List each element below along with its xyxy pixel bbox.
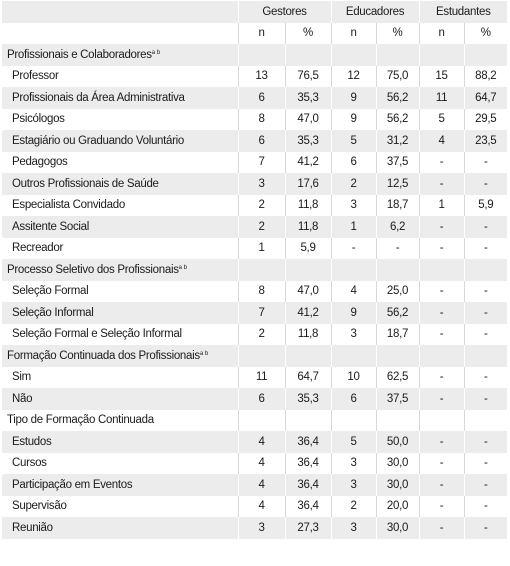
percent-cell: -	[464, 474, 507, 496]
table-body	[2, 1, 507, 539]
table-row	[2, 109, 507, 131]
section-label: Tipo de Formação Continuada	[7, 414, 154, 427]
row-label: Outros Profissionais de Saúde	[12, 177, 159, 190]
empty-cell	[376, 259, 419, 281]
count-cell: 3	[331, 195, 376, 217]
section-row	[2, 345, 507, 367]
percent-cell: 29,5	[464, 109, 507, 131]
count-cell: -	[419, 517, 464, 539]
row-label: Pedagogos	[12, 156, 68, 169]
row-label-cell	[2, 367, 238, 389]
row-label: Recreador	[12, 242, 63, 255]
percent-cell: 47,0	[285, 281, 331, 303]
count-cell: 9	[331, 87, 376, 109]
count-cell: 3	[331, 453, 376, 475]
empty-cell	[419, 44, 464, 66]
section-label: Formação Continuada dos Profissionais	[7, 349, 200, 362]
percent-cell: 5,9	[464, 195, 507, 217]
count-cell: 1	[238, 238, 285, 260]
table-row	[2, 87, 507, 109]
count-cell: 3	[238, 173, 285, 195]
row-label: Sim	[12, 371, 31, 384]
table-row	[2, 216, 507, 238]
percent-cell: 11,8	[285, 195, 331, 217]
count-cell: -	[419, 431, 464, 453]
count-cell: 3	[238, 517, 285, 539]
percent-cell: 64,7	[464, 87, 507, 109]
percent-cell: 37,5	[376, 388, 419, 410]
row-label-cell	[2, 302, 238, 324]
header-n: n	[331, 23, 376, 45]
percent-cell: 56,2	[376, 87, 419, 109]
count-cell: 3	[331, 517, 376, 539]
section-label-cell	[2, 259, 238, 281]
header-group-estudantes: Estudantes	[419, 1, 507, 23]
empty-cell	[464, 259, 507, 281]
row-label-cell	[2, 431, 238, 453]
empty-cell	[419, 259, 464, 281]
percent-cell: 41,2	[285, 152, 331, 174]
row-label-cell	[2, 238, 238, 260]
table-row	[2, 66, 507, 88]
percent-cell: 76,5	[285, 66, 331, 88]
count-cell: 2	[331, 173, 376, 195]
count-cell: -	[419, 173, 464, 195]
percent-cell: -	[464, 517, 507, 539]
percent-cell: 30,0	[376, 517, 419, 539]
footnote-marker: a b	[151, 49, 161, 56]
count-cell: -	[419, 367, 464, 389]
section-label-cell	[2, 410, 238, 432]
row-label-cell	[2, 195, 238, 217]
table-row	[2, 388, 507, 410]
percent-cell: 17,6	[285, 173, 331, 195]
row-label-cell	[2, 109, 238, 131]
percent-cell: 64,7	[285, 367, 331, 389]
empty-cell	[285, 44, 331, 66]
row-label-cell	[2, 152, 238, 174]
count-cell: -	[419, 496, 464, 518]
count-cell: 8	[238, 109, 285, 131]
table-row	[2, 302, 507, 324]
count-cell: 1	[419, 195, 464, 217]
header-row-subcols	[2, 23, 507, 45]
percent-cell: -	[464, 281, 507, 303]
percent-cell: -	[464, 431, 507, 453]
header-n: n	[419, 23, 464, 45]
percent-cell: 47,0	[285, 109, 331, 131]
table-row	[2, 130, 507, 152]
count-cell: 3	[331, 324, 376, 346]
percent-cell: -	[464, 152, 507, 174]
row-label: Participação em Eventos	[12, 478, 133, 491]
percent-cell: -	[464, 324, 507, 346]
percent-cell: 36,4	[285, 453, 331, 475]
count-cell: 6	[238, 388, 285, 410]
header-pct: %	[464, 23, 507, 45]
count-cell: 5	[419, 109, 464, 131]
row-label: Seleção Formal e Seleção Informal	[12, 328, 182, 341]
row-label: Assitente Social	[12, 220, 90, 233]
section-label: Processo Seletivo dos Profissionais	[7, 263, 179, 276]
empty-cell	[464, 410, 507, 432]
percent-cell: 88,2	[464, 66, 507, 88]
count-cell: 1	[331, 216, 376, 238]
table-row	[2, 324, 507, 346]
count-cell: 2	[238, 324, 285, 346]
percent-cell: 27,3	[285, 517, 331, 539]
empty-cell	[331, 345, 376, 367]
header-corner	[2, 1, 238, 23]
table-row	[2, 517, 507, 539]
table-row	[2, 431, 507, 453]
percent-cell: 50,0	[376, 431, 419, 453]
empty-cell	[464, 44, 507, 66]
section-row	[2, 44, 507, 66]
percent-cell: 62,5	[376, 367, 419, 389]
percent-cell: 31,2	[376, 130, 419, 152]
percent-cell: 56,2	[376, 109, 419, 131]
table-row	[2, 238, 507, 260]
table-row	[2, 173, 507, 195]
count-cell: -	[419, 388, 464, 410]
row-label: Professor	[12, 70, 59, 83]
header-n: n	[238, 23, 285, 45]
percent-cell: 5,9	[285, 238, 331, 260]
count-cell: 5	[331, 431, 376, 453]
count-cell: 6	[238, 130, 285, 152]
header-group-gestores: Gestores	[238, 1, 331, 23]
percent-cell: 18,7	[376, 195, 419, 217]
empty-cell	[285, 345, 331, 367]
percent-cell: 56,2	[376, 302, 419, 324]
row-label: Seleção Formal	[12, 285, 89, 298]
empty-cell	[238, 410, 285, 432]
empty-cell	[331, 259, 376, 281]
section-row	[2, 410, 507, 432]
percent-cell: 30,0	[376, 474, 419, 496]
percent-cell: -	[464, 453, 507, 475]
count-cell: -	[419, 302, 464, 324]
row-label-cell	[2, 388, 238, 410]
row-label-cell	[2, 66, 238, 88]
row-label: Supervisão	[12, 500, 67, 513]
count-cell: 4	[238, 453, 285, 475]
count-cell: 2	[331, 496, 376, 518]
section-label-cell	[2, 345, 238, 367]
percent-cell: -	[464, 388, 507, 410]
percent-cell: 35,3	[285, 130, 331, 152]
count-cell: 10	[331, 367, 376, 389]
percent-cell: 36,4	[285, 431, 331, 453]
count-cell: 6	[331, 152, 376, 174]
percent-cell: 18,7	[376, 324, 419, 346]
percent-cell: 11,8	[285, 324, 331, 346]
table-row	[2, 281, 507, 303]
count-cell: 8	[238, 281, 285, 303]
table-row	[2, 496, 507, 518]
header-row-groups	[2, 1, 507, 23]
count-cell: 6	[331, 388, 376, 410]
header-pct: %	[376, 23, 419, 45]
count-cell: -	[419, 281, 464, 303]
empty-cell	[376, 44, 419, 66]
percent-cell: 30,0	[376, 453, 419, 475]
table-row	[2, 195, 507, 217]
count-cell: -	[419, 152, 464, 174]
row-label: Psicólogos	[12, 113, 65, 126]
row-label: Seleção Informal	[12, 306, 94, 319]
percent-cell: 36,4	[285, 474, 331, 496]
count-cell: 11	[419, 87, 464, 109]
count-cell: 4	[238, 431, 285, 453]
count-cell: -	[419, 216, 464, 238]
row-label-cell	[2, 130, 238, 152]
row-label-cell	[2, 453, 238, 475]
row-label-cell	[2, 173, 238, 195]
row-label-cell	[2, 496, 238, 518]
count-cell: -	[419, 474, 464, 496]
row-label-cell	[2, 216, 238, 238]
count-cell: 2	[238, 195, 285, 217]
footnote-marker: a b	[199, 350, 209, 357]
table-row	[2, 453, 507, 475]
percent-cell: -	[376, 238, 419, 260]
empty-cell	[238, 345, 285, 367]
row-label-cell	[2, 281, 238, 303]
count-cell: 2	[238, 216, 285, 238]
empty-cell	[285, 410, 331, 432]
count-cell: -	[419, 453, 464, 475]
table-row	[2, 367, 507, 389]
section-label-cell	[2, 44, 238, 66]
count-cell: 4	[238, 474, 285, 496]
header-group-educadores: Educadores	[331, 1, 419, 23]
percent-cell: 37,5	[376, 152, 419, 174]
count-cell: 11	[238, 367, 285, 389]
percent-cell: 41,2	[285, 302, 331, 324]
row-label: Não	[12, 392, 33, 405]
row-label: Cursos	[12, 457, 47, 470]
empty-cell	[285, 259, 331, 281]
row-label-cell	[2, 474, 238, 496]
row-label: Estagiário ou Graduando Voluntário	[12, 134, 185, 147]
count-cell: 4	[238, 496, 285, 518]
percent-cell: -	[464, 367, 507, 389]
percent-cell: 6,2	[376, 216, 419, 238]
percent-cell: 12,5	[376, 173, 419, 195]
section-row	[2, 259, 507, 281]
count-cell: 7	[238, 302, 285, 324]
percent-cell: 35,3	[285, 388, 331, 410]
empty-cell	[464, 345, 507, 367]
row-label: Estudos	[12, 435, 52, 448]
header-corner	[2, 23, 238, 45]
empty-cell	[331, 410, 376, 432]
empty-cell	[376, 345, 419, 367]
row-label-cell	[2, 517, 238, 539]
table-row	[2, 152, 507, 174]
empty-cell	[238, 259, 285, 281]
percent-cell: 23,5	[464, 130, 507, 152]
table-row	[2, 474, 507, 496]
row-label: Reunião	[12, 521, 53, 534]
results-table	[2, 1, 507, 539]
count-cell: 13	[238, 66, 285, 88]
count-cell: 12	[331, 66, 376, 88]
percent-cell: 36,4	[285, 496, 331, 518]
empty-cell	[419, 410, 464, 432]
percent-cell: 25,0	[376, 281, 419, 303]
empty-cell	[419, 345, 464, 367]
percent-cell: 20,0	[376, 496, 419, 518]
row-label-cell	[2, 87, 238, 109]
empty-cell	[376, 410, 419, 432]
count-cell: 4	[331, 281, 376, 303]
header-pct: %	[285, 23, 331, 45]
percent-cell: 35,3	[285, 87, 331, 109]
empty-cell	[238, 44, 285, 66]
count-cell: -	[419, 238, 464, 260]
count-cell: 5	[331, 130, 376, 152]
percent-cell: -	[464, 173, 507, 195]
count-cell: 15	[419, 66, 464, 88]
empty-cell	[331, 44, 376, 66]
count-cell: -	[331, 238, 376, 260]
section-label: Profissionais e Colaboradores	[7, 48, 152, 61]
percent-cell: 11,8	[285, 216, 331, 238]
row-label: Profissionais da Área Administrativa	[12, 91, 185, 104]
count-cell: 3	[331, 474, 376, 496]
percent-cell: -	[464, 496, 507, 518]
count-cell: 6	[238, 87, 285, 109]
percent-cell: -	[464, 238, 507, 260]
count-cell: 9	[331, 302, 376, 324]
row-label-cell	[2, 324, 238, 346]
footnote-marker: a b	[178, 264, 188, 271]
row-label: Especialista Convidado	[12, 199, 125, 212]
count-cell: -	[419, 324, 464, 346]
percent-cell: -	[464, 216, 507, 238]
count-cell: 4	[419, 130, 464, 152]
percent-cell: 75,0	[376, 66, 419, 88]
count-cell: 9	[331, 109, 376, 131]
count-cell: 7	[238, 152, 285, 174]
percent-cell: -	[464, 302, 507, 324]
